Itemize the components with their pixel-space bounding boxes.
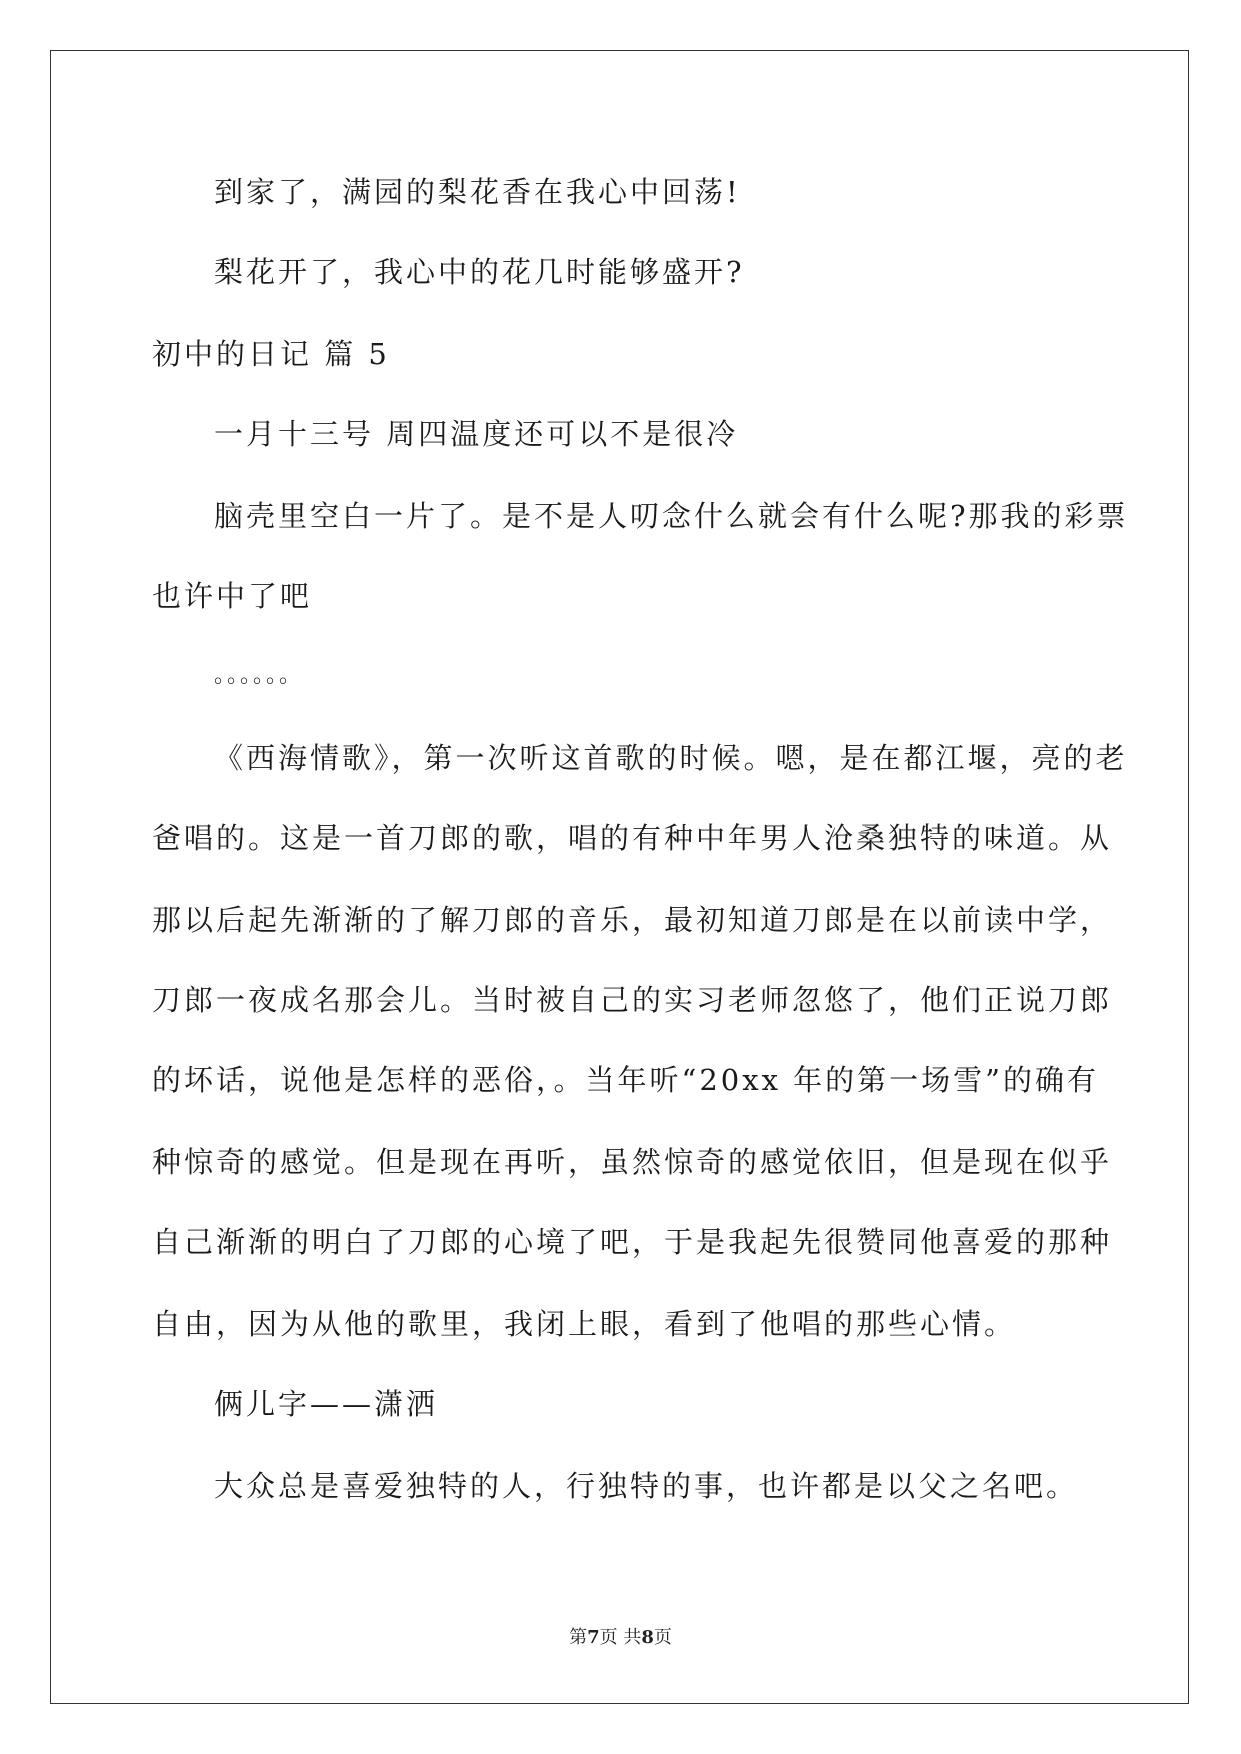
paragraph-line: 爸唱的。这是一首刀郎的歌，唱的有种中年男人沧桑独特的味道。从 [152, 821, 1113, 855]
paragraph-line: 那以后起先渐渐的了解刀郎的音乐，最初知道刀郎是在以前读中学， [152, 903, 1113, 937]
section-heading: 初中的日记 篇 5 [152, 337, 390, 371]
footer-prefix: 第 [569, 1627, 588, 1648]
paragraph-line: 《西海情歌》，第一次听这首歌的时候。嗯，是在都江堰，亮的老 [214, 741, 1128, 775]
paragraph-line: 自由，因为从他的歌里，我闭上眼，看到了他唱的那些心情。 [152, 1307, 1017, 1341]
paragraph-line: 自己渐渐的明白了刀郎的心境了吧，于是我起先很赞同他喜爱的那种 [152, 1225, 1113, 1259]
ellipsis-line: 。。。。。。 [214, 663, 304, 688]
paragraph-line: 大众总是喜爱独特的人，行独特的事，也许都是以父之名吧。 [214, 1469, 1079, 1503]
paragraph-line: 一月十三号 周四温度还可以不是很冷 [214, 417, 739, 451]
footer-suffix: 页 [653, 1627, 672, 1648]
paragraph-line: 梨花开了，我心中的花几时能够盛开? [214, 255, 745, 289]
page-border [50, 50, 1189, 1704]
paragraph-line: 种惊奇的感觉。但是现在再听，虽然惊奇的感觉依旧，但是现在似乎 [152, 1145, 1113, 1179]
total-page-number: 8 [641, 1627, 654, 1648]
paragraph-line: 脑壳里空白一片了。是不是人叨念什么就会有什么呢?那我的彩票 [214, 499, 1129, 533]
paragraph-line: 到家了，满园的梨花香在我心中回荡! [214, 175, 741, 209]
paragraph-line: 俩儿字——潇洒 [214, 1387, 439, 1421]
current-page-number: 7 [587, 1627, 600, 1648]
paragraph-line: 刀郎一夜成名那会儿。当时被自己的实习老师忽悠了，他们正说刀郎 [152, 983, 1113, 1017]
footer-mid: 页 共 [599, 1627, 642, 1648]
paragraph-line: 也许中了吧 [152, 579, 313, 613]
paragraph-line: 的坏话，说他是怎样的恶俗，。当年听“20xx 年的第一场雪”的确有 [152, 1063, 1099, 1097]
page-footer [0, 1626, 1241, 1650]
